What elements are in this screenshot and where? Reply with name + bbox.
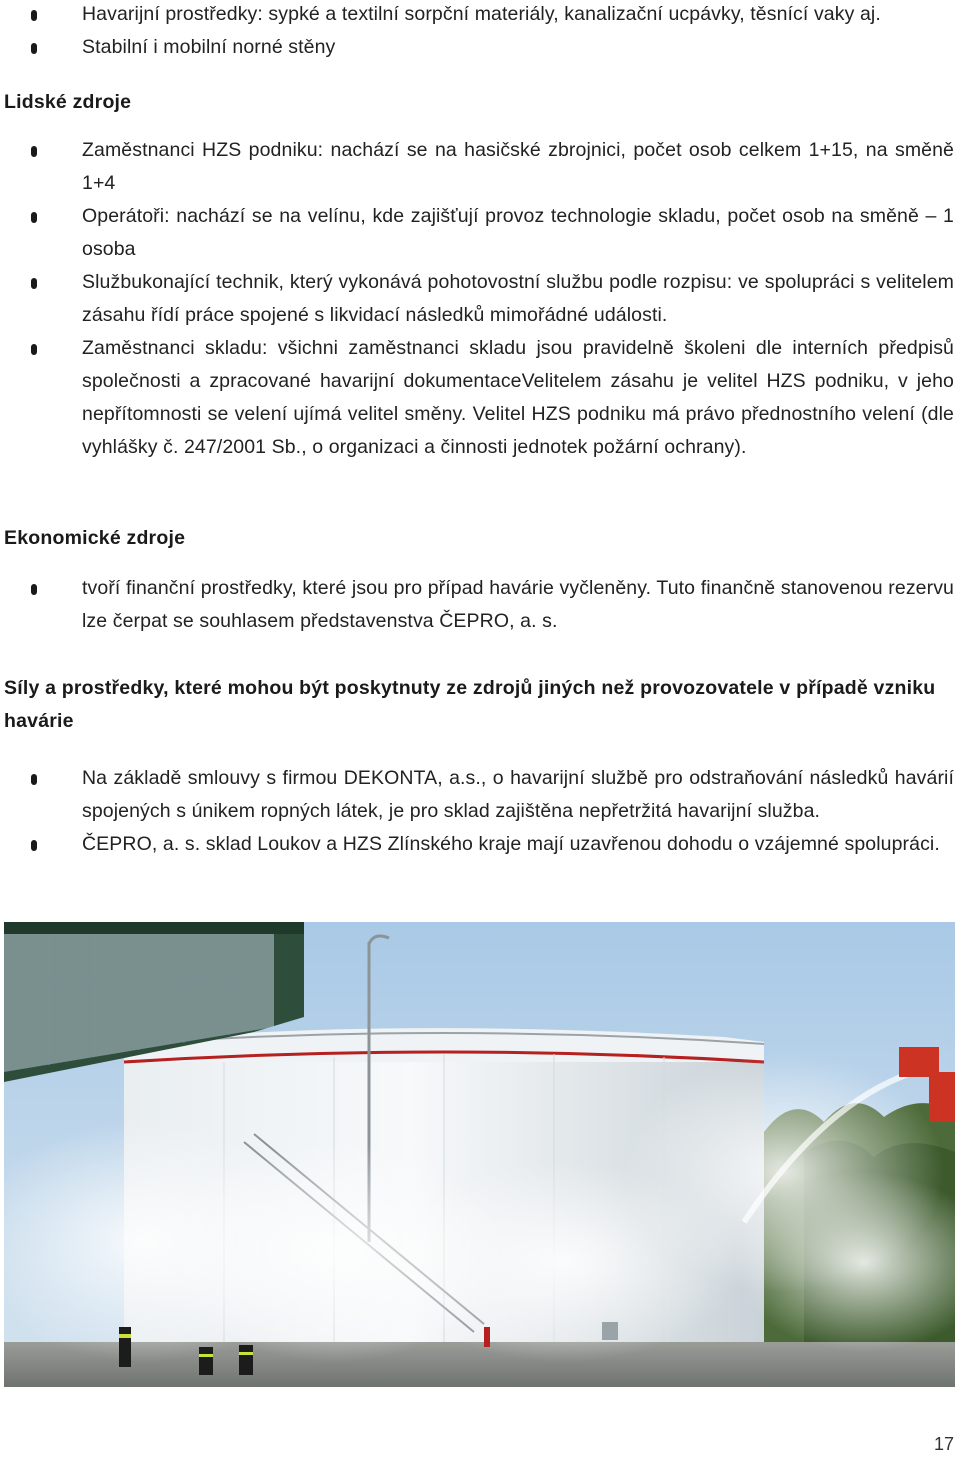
list-item — [0, 134, 960, 200]
bullet-icon — [31, 212, 37, 223]
list-item-text: Zaměstnanci skladu: všichni zaměstnanci skladu jsou pravidelně školeni dle interních předpisů společnosti a zpracované havarijní dokumentaceVelitelem zásahu je velitel HZS podniku, v jeho nepřítomnosti se velení ujímá velitel směny. Velitel HZS podniku má právo přednostního velení (dle vyhlášky č. 247/2001 Sb., o organizaci a činnosti jednotek požární ochrany). — [82, 337, 954, 458]
section-heading-external-resources: Síly a prostředky, které mohou být poskytnuty ze zdrojů jiných než provozovatele v případě vzniku havárie — [4, 677, 936, 732]
list-item-text: Zaměstnanci HZS podniku: nachází se na hasičské zbrojnici, počet osob celkem 1+15, na směně 1+4 — [82, 139, 954, 194]
list-item-text: Operátoři: nachází se na velínu, kde zajišťují provoz technologie skladu, počet osob na směně – 1 osoba — [82, 205, 954, 260]
bullet-icon — [31, 43, 37, 54]
bullet-icon — [31, 584, 37, 595]
list-item — [0, 31, 960, 64]
photo-illustration — [4, 922, 955, 1387]
list-item — [0, 572, 960, 638]
resources-list — [0, 0, 960, 64]
list-item-text: Havarijní prostředky: sypké a textilní sorpční materiály, kanalizační ucpávky, těsnící vaky aj. — [82, 3, 881, 25]
section-heading-economic-resources: Ekonomické zdroje — [4, 527, 186, 549]
list-item — [0, 0, 960, 31]
fire-drill-photo — [4, 922, 955, 1387]
section-heading-human-resources: Lidské zdroje — [4, 91, 132, 113]
bullet-icon — [31, 774, 37, 785]
bullet-icon — [31, 344, 37, 355]
list-item — [0, 266, 960, 332]
economic-resources-list — [0, 572, 960, 638]
list-item — [0, 200, 960, 266]
bullet-icon — [31, 278, 37, 289]
human-resources-list — [0, 134, 960, 464]
bullet-icon — [31, 10, 37, 21]
list-item-text: Na základě smlouvy s firmou DEKONTA, a.s., o havarijní službě pro odstraňování následků havárií spojených s únikem ropných látek, je pro sklad zajištěna nepřetržitá havarijní služba. — [82, 767, 954, 822]
list-item — [0, 828, 960, 861]
list-item-text: ČEPRO, a. s. sklad Loukov a HZS Zlínského kraje mají uzavřenou dohodu o vzájemné spolupráci. — [82, 833, 940, 855]
list-item — [0, 332, 960, 464]
list-item-text: Službukonající technik, který vykonává pohotovostní službu podle rozpisu: ve spolupráci s velitelem zásahu řídí práce spojené s likvidací následků mimořádné události. — [82, 271, 954, 326]
bullet-icon — [31, 840, 37, 851]
list-item — [0, 762, 960, 828]
page-number: 17 — [933, 1434, 954, 1454]
list-item-text: Stabilní i mobilní norné stěny — [82, 36, 336, 58]
external-resources-list — [0, 762, 960, 861]
bullet-icon — [31, 146, 37, 157]
list-item-text: tvoří finanční prostředky, které jsou pro případ havárie vyčleněny. Tuto finančně stanovenou rezervu lze čerpat se souhlasem představenstva ČEPRO, a. s. — [82, 577, 954, 632]
